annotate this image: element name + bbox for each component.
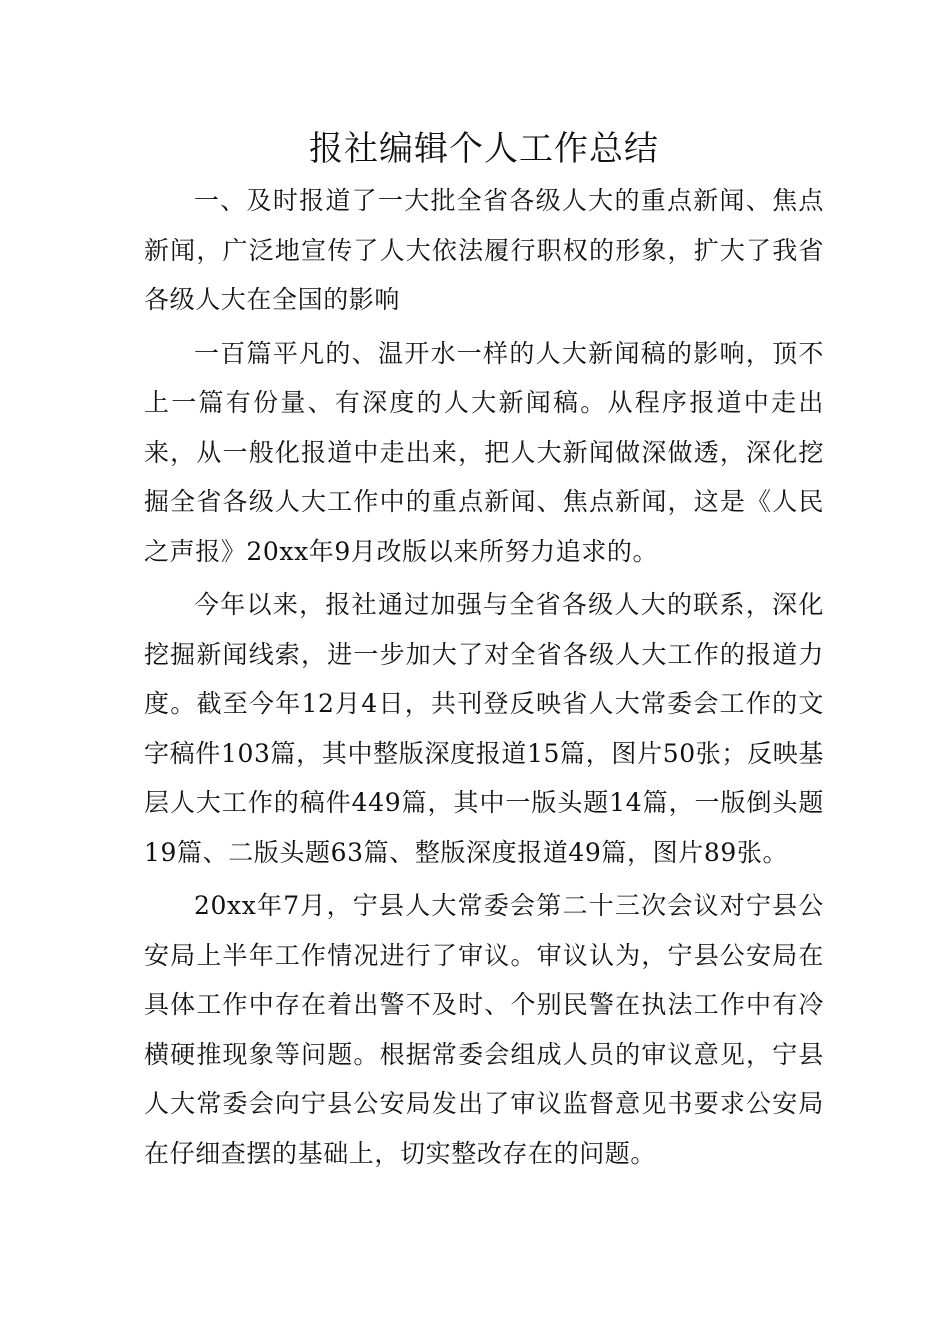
paragraph-2: 一百篇平凡的、温开水一样的人大新闻稿的影响，顶不上一篇有份量、有深度的人大新闻稿。从程序报道中走出来，从一般化报道中走出来，把人大新闻做深做透，深化挖掘全省各级人大工作中的重点新闻、焦点新闻，这是《人民之声报》20xx年9月改版以来所努力追求的。 [144, 338, 824, 566]
document-page [144, 122, 824, 1178]
document-title: 报社编辑个人工作总结 [309, 129, 659, 169]
paragraph-3: 今年以来，报社通过加强与全省各级人大的联系，深化挖掘新闻线索，进一步加大了对全省各级人大工作的报道力度。截至今年12月4日，共刊登反映省人大常委会工作的文字稿件103篇，其中整版深度报道15篇，图片50张；反映基层人大工作的稿件449篇，其中一版头题14篇，一版倒头题19篇、二版头题63篇、整版深度报道49篇，图片89张。 [144, 590, 824, 867]
paragraph-4: 20xx年7月，宁县人大常委会第二十三次会议对宁县公安局上半年工作情况进行了审议。审议认为，宁县公安局在具体工作中存在着出警不及时、个别民警在执法工作中有冷横硬推现象等问题。根据常委会组成人员的审议意见，宁县人大常委会向宁县公安局发出了审议监督意见书要求公安局在仔细查摆的基础上，切实整改存在的问题。 [144, 891, 824, 1168]
paragraph-1: 一、及时报道了一大批全省各级人大的重点新闻、焦点新闻，广泛地宣传了人大依法履行职权的形象，扩大了我省各级人大在全国的影响 [144, 186, 824, 314]
